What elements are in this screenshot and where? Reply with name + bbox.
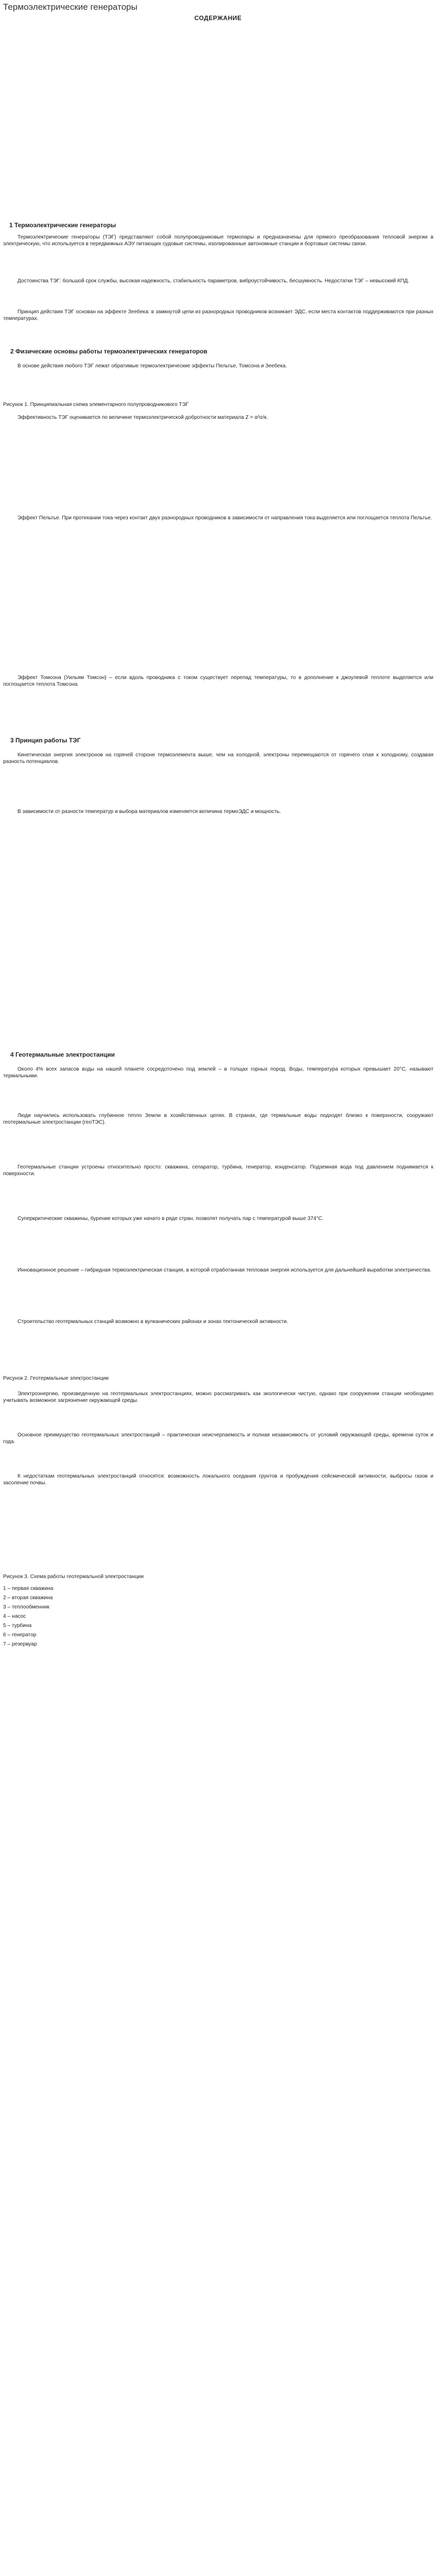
section-4-paragraph-5: Инновационное решение – гибридная термоэлектрическая станция, в которой отработанная тепловая энергия используется для дальнейшей выработки электричества. — [18, 1267, 431, 1273]
section-heading-5: Рисунок 2. Геотермальные электростанции — [3, 1376, 109, 1381]
section-3-paragraph-2: В зависимости от разности температур и выбора материалов изменяется величина термоЭДС и мощность. — [18, 809, 281, 815]
section-1-paragraph-3: Принцип действия ТЭГ основан на эффекте Зеебека: в замкнутой цепи из разнородных проводников возникает ЭДС, если места контактов поддерживаются при разных температурах. — [3, 309, 433, 321]
section-2-paragraph-3: Эффект Пельтье. При протекании тока через контакт двух разнородных проводников в зависимости от направления тока выделяется или поглощается теплота Пельтье. — [18, 515, 432, 521]
section-5-paragraph-3: К недостаткам геотермальных электростанций относятся: возможность локального оседания грунтов и пробуждения сейсмической активности, выбросы газов и засоление почвы. — [3, 1473, 433, 1486]
section-heading-1: 1 Термоэлектрические генераторы — [9, 222, 116, 229]
section-5-paragraph-2: Основное преимущество геотермальных электростанций – практическая неисчерпаемость и полная независимость от условий окружающей среды, времени суток и года. — [3, 1432, 433, 1445]
legend-item-2: 2 – вторая скважина — [3, 1595, 53, 1601]
section-4-paragraph-2: Люди научились использовать глубинное тепло Земли в хозяйственных целях. В странах, где термальные воды подходят близко к поверхности, сооружают геотермальные электростанции (геоТЭС). — [3, 1113, 433, 1125]
section-3-paragraph-1: Кинетическая энергия электронов на горячей стороне термоэлемента выше, чем на холодной, электроны перемещаются от горячего спая к холодному, создавая разность потенциалов. — [3, 752, 433, 765]
section-heading-4: 4 Геотермальные электростанции — [10, 1051, 115, 1058]
section-4-paragraph-6: Строительство геотермальных станций возможно в вулканических районах и зонах тектонической активности. — [18, 1319, 288, 1325]
legend-item-1: 1 – первая скважина — [3, 1586, 54, 1591]
section-2-paragraph-2: Эффективность ТЭГ оценивается по величине термоэлектрической добротности материала Z = α²σ/κ. — [18, 415, 268, 420]
page-title: Термоэлектрические генераторы — [3, 2, 137, 12]
section-heading-2: 2 Физические основы работы термоэлектрических генераторов — [10, 348, 207, 355]
toc-title: СОДЕРЖАНИЕ — [194, 14, 242, 22]
section-heading-3: 3 Принцип работы ТЭГ — [10, 737, 81, 744]
section-1-paragraph-2: Достоинства ТЭГ: большой срок службы, высокая надежность, стабильность параметров, виброустойчивость, бесшумность. Недостатки ТЭГ – невысокий КПД. — [18, 278, 409, 284]
figure-1-caption: Рисунок 1. Принципиальная схема элементарного полупроводникового ТЭГ — [3, 402, 189, 408]
section-2-paragraph-1: В основе действия любого ТЭГ лежат обратимые термоэлектрические эффекты Пельтье, Томсона и Зеебека. — [18, 363, 287, 369]
section-5-paragraph-1: Электроэнергию, произведенную на геотермальных электростанциях, можно рассматривать как экологически чистую, однако при сооружении станции необходимо учитывать возможное загрязнение окружающей среды. — [3, 1391, 433, 1403]
section-4-paragraph-4: Суперкритические скважины, бурение которых уже начато в ряде стран, позволят получать пар с температурой выше 374°C. — [18, 1216, 324, 1222]
legend-item-4: 4 – насос — [3, 1614, 26, 1619]
section-2-paragraph-4: Эффект Томсона (Уильям Томсон) – если вдоль проводника с током существует перепад температуры, то в дополнение к джоулевой теплоте выделяется или поглощается теплота Томсона. — [3, 675, 433, 687]
legend-item-5: 5 – турбина — [3, 1623, 32, 1629]
figure-3-caption: Рисунок 3. Схема работы геотермальной электростанции — [3, 1574, 144, 1580]
section-4-paragraph-3: Геотермальные станции устроены относительно просто: скважина, сепаратор, турбина, генератор, конденсатор. Подземная вода под давлением поднимается к поверхности. — [3, 1164, 433, 1177]
legend-item-7: 7 – резервуар — [3, 1641, 37, 1647]
legend-item-6: 6 – генератор — [3, 1632, 37, 1638]
legend-item-3: 3 – теплообменник — [3, 1604, 49, 1610]
section-1-paragraph-1: Термоэлектрические генераторы (ТЭГ) представляют собой полупроводниковые термопары и предназначены для прямого преобразования тепловой энергии в электрическую, что используется в передвижных АЭУ питающих судовые системы, изолированные автономные станции и бортовые системы связи. — [3, 234, 433, 247]
section-4-paragraph-1: Около 4% всех запасов воды на нашей планете сосредоточено под землей – в толщах горных пород. Воды, температура которых превышает 20°C, называют термальными. — [3, 1066, 433, 1079]
